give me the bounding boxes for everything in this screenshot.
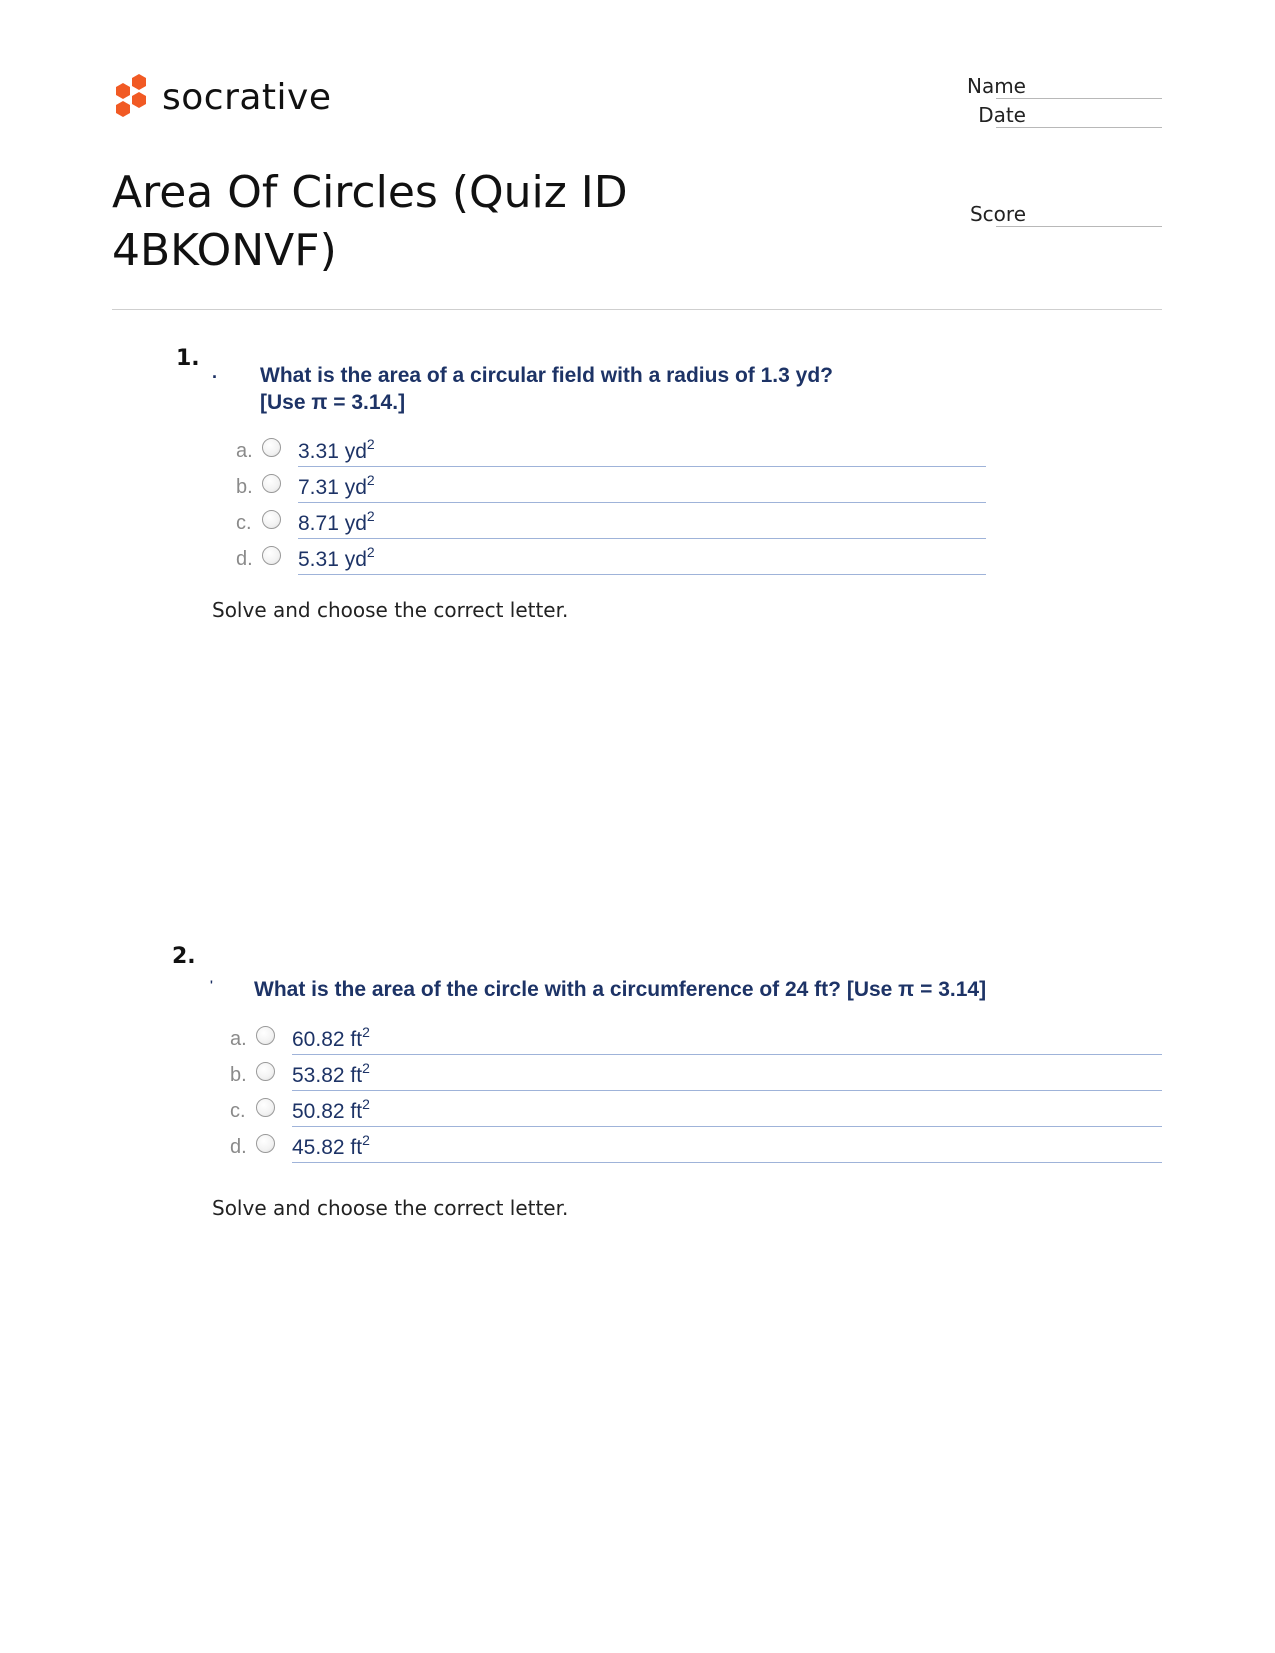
question-text — [260, 362, 833, 416]
question-marker: . — [212, 362, 218, 382]
option-letter: a. — [236, 440, 253, 462]
question-text-line: [Use π = 3.14.] — [260, 391, 406, 414]
option-letter: b. — [236, 476, 253, 498]
option-letter: a. — [230, 1028, 247, 1050]
option-underline — [298, 502, 986, 503]
option-letter: c. — [230, 1100, 246, 1122]
option-letter: b. — [230, 1064, 247, 1086]
option-value: 5.31 $yd^2$ — [298, 544, 375, 571]
date-field[interactable] — [880, 103, 1162, 131]
question-instruction: Solve and choose the correct letter. — [212, 598, 569, 622]
option-underline — [292, 1162, 1162, 1163]
header-divider — [112, 309, 1162, 310]
radio-button[interactable] — [256, 1026, 275, 1045]
score-field[interactable] — [880, 202, 1162, 230]
option-letter: d. — [236, 548, 253, 570]
option-value: 3.31 $yd^2$ — [298, 436, 375, 463]
radio-button[interactable] — [256, 1062, 275, 1081]
question-text-line: What is the area of a circular field with a radius of 1.3 yd? — [260, 364, 833, 387]
brand-name: socrative — [162, 76, 332, 118]
radio-button[interactable] — [262, 546, 281, 565]
date-label: Date — [978, 103, 1026, 127]
socrative-logo — [112, 72, 332, 122]
option-letter: d. — [230, 1136, 247, 1158]
option-value: 53.82 $ft^2$ — [292, 1060, 370, 1087]
score-label: Score — [969, 202, 1026, 226]
question-text — [254, 976, 986, 1003]
name-field[interactable] — [880, 74, 1162, 102]
option-value: 45.82 $ft^2$ — [292, 1132, 370, 1159]
option-underline — [292, 1054, 1162, 1055]
radio-button[interactable] — [256, 1134, 275, 1153]
option-value: 50.82 $ft^2$ — [292, 1096, 370, 1123]
option-underline — [292, 1090, 1162, 1091]
date-line[interactable] — [996, 127, 1162, 128]
radio-button[interactable] — [262, 510, 281, 529]
score-line[interactable] — [996, 226, 1162, 227]
name-label: Name — [966, 74, 1026, 98]
radio-button[interactable] — [262, 474, 281, 493]
option-value: 60.82 $ft^2$ — [292, 1024, 370, 1051]
question-instruction: Solve and choose the correct letter. — [212, 1196, 569, 1220]
page-title: Area Of Circles (Quiz ID 4BKONVF) — [112, 167, 628, 276]
option-underline — [298, 538, 986, 539]
socrative-logo-icon — [112, 72, 150, 122]
name-line[interactable] — [996, 98, 1162, 99]
option-underline — [298, 466, 986, 467]
question-number: 2. — [172, 944, 196, 969]
question-number: 1. — [176, 346, 200, 371]
option-underline — [298, 574, 986, 575]
radio-button[interactable] — [256, 1098, 275, 1117]
option-underline — [292, 1126, 1162, 1127]
option-value: 8.71 $yd^2$ — [298, 508, 375, 535]
option-value: 7.31 $yd^2$ — [298, 472, 375, 499]
option-letter: c. — [236, 512, 252, 534]
radio-button[interactable] — [262, 438, 281, 457]
question-text-line: What is the area of the circle with a circumference of 24 ft? [Use π = 3.14] — [254, 978, 987, 1001]
question-marker: ' — [210, 978, 213, 992]
